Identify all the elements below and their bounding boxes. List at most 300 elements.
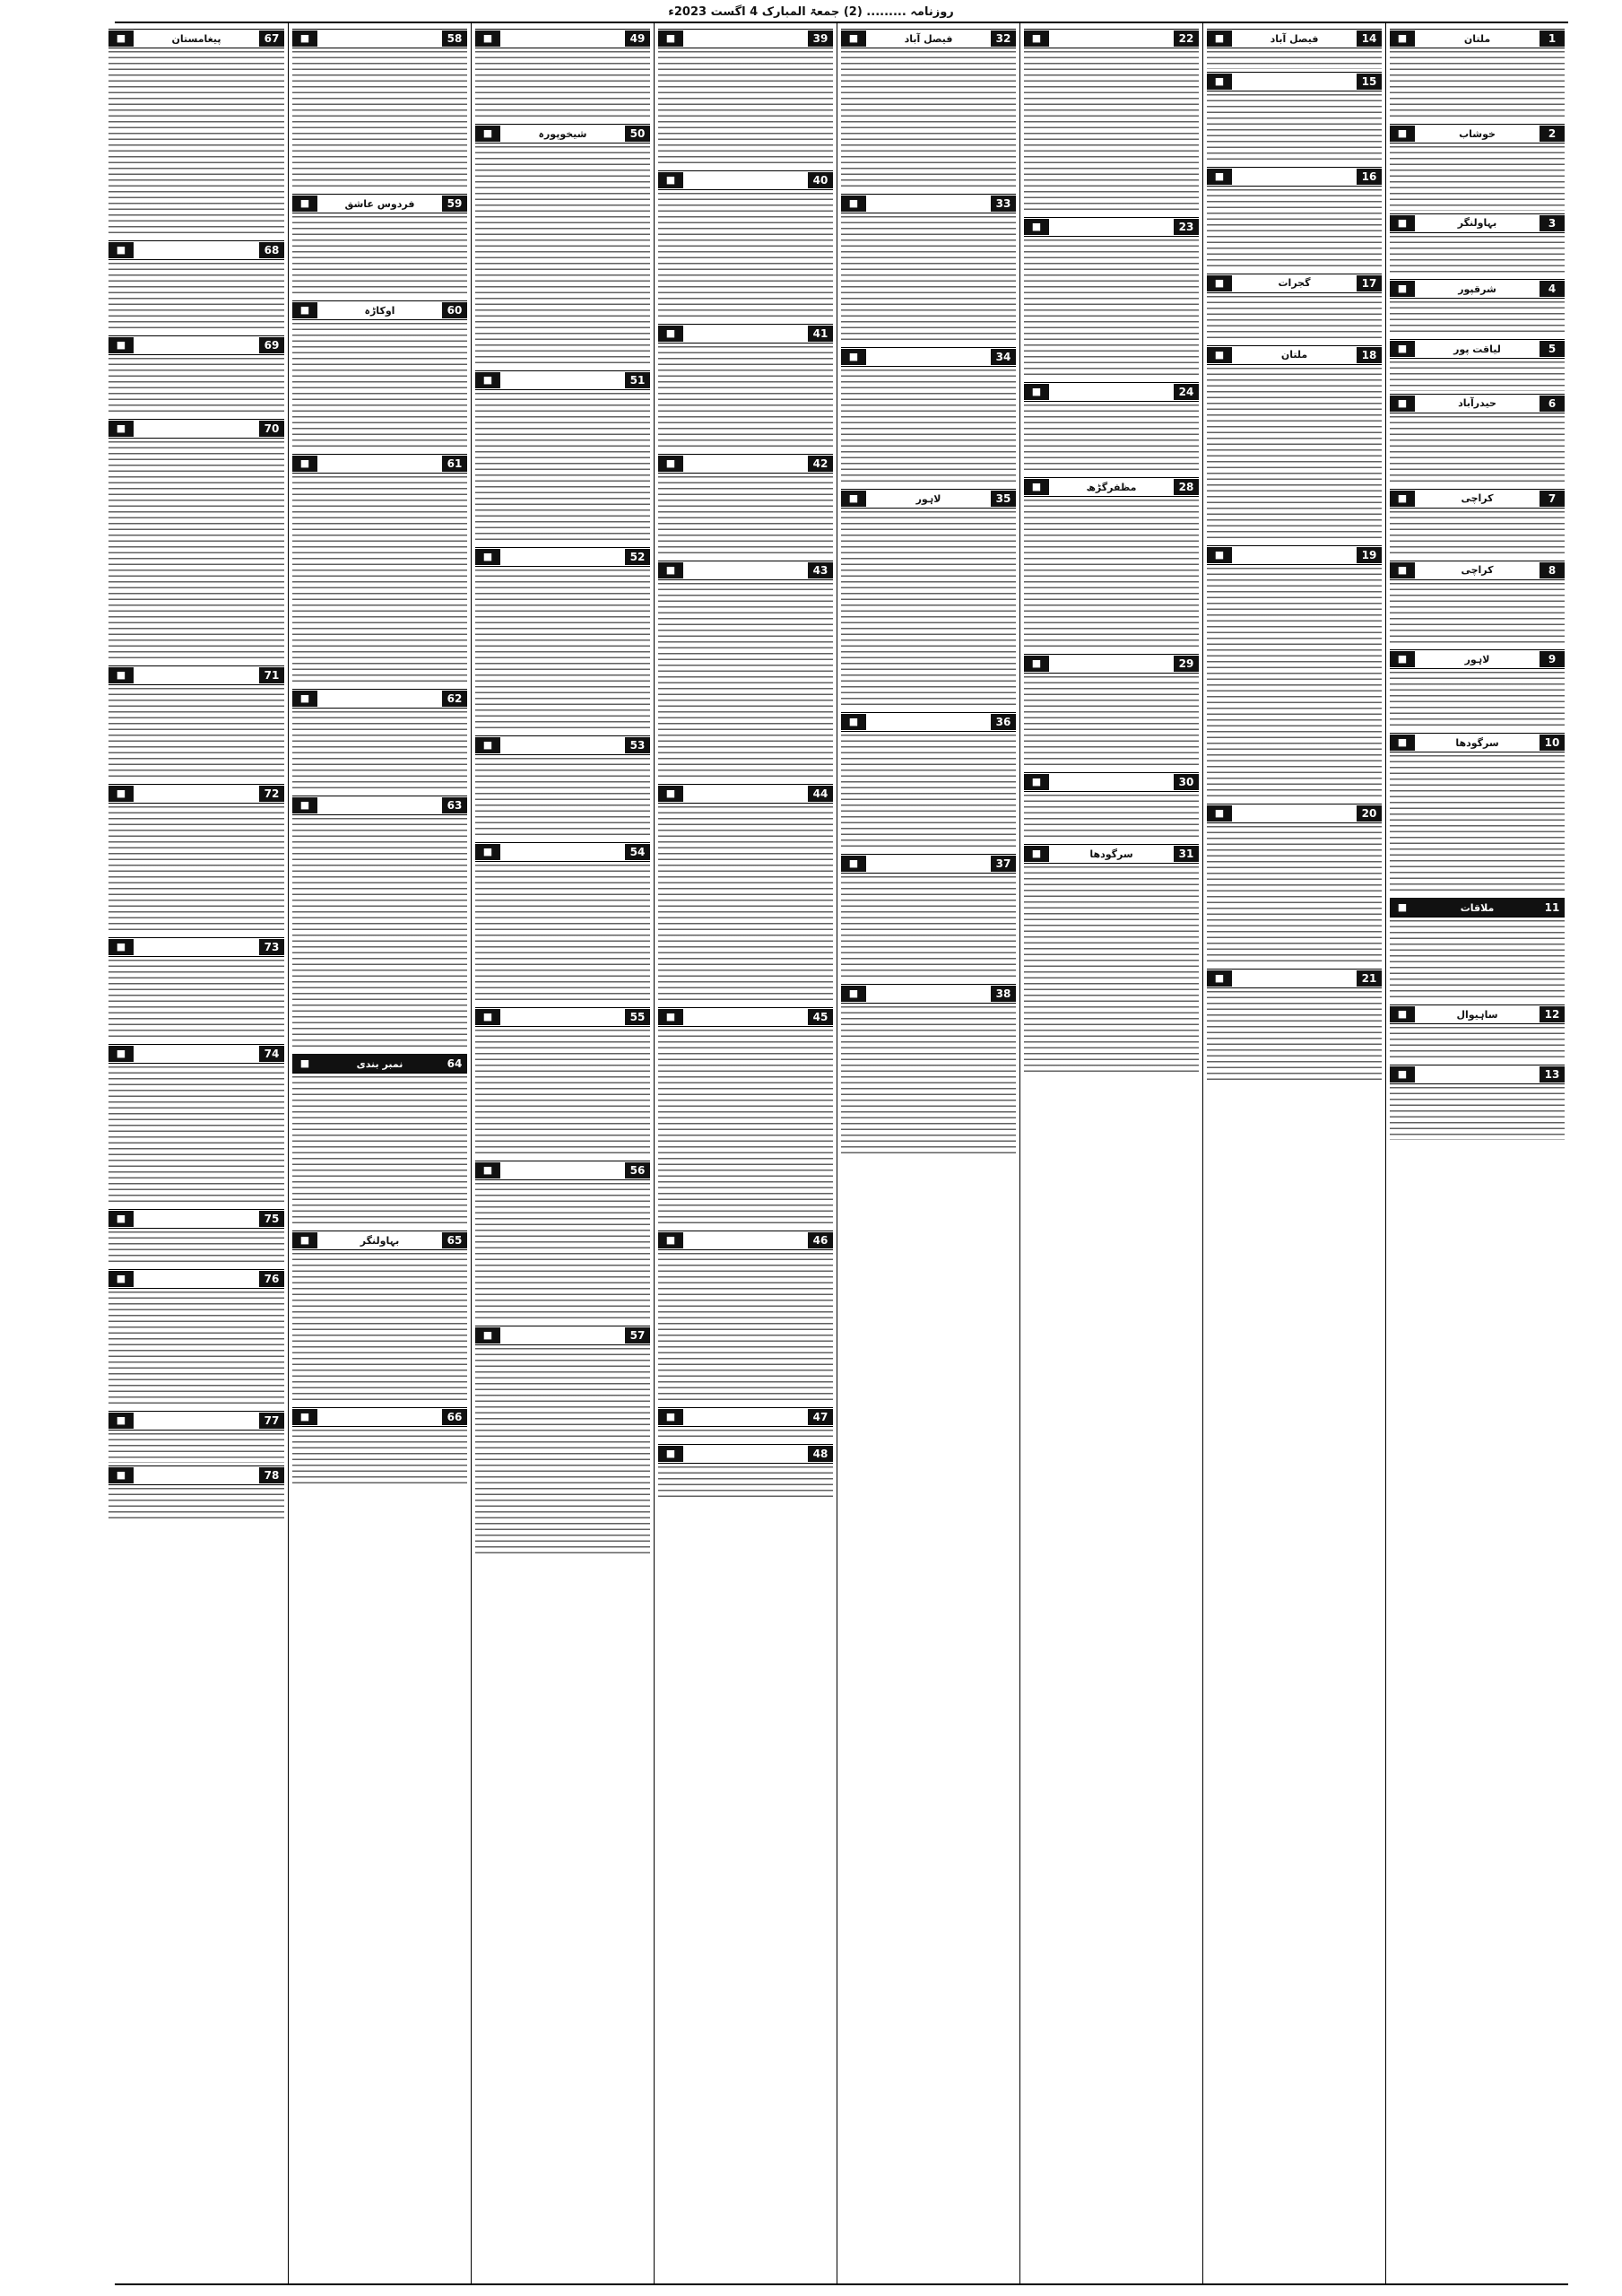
- news-item-header: [1024, 29, 1199, 48]
- news-item-body-text: [658, 476, 833, 558]
- news-item-header: [1207, 72, 1382, 91]
- newspaper-logo-icon: ■: [108, 1046, 134, 1062]
- news-item-number: 38: [991, 986, 1016, 1002]
- news-item-number: 65: [442, 1232, 467, 1248]
- news-item-body-text: [658, 1030, 833, 1228]
- news-item-header: [1390, 394, 1565, 413]
- news-item-number: 35: [991, 491, 1016, 507]
- news-item-keyword: اوکاڑہ: [364, 304, 395, 317]
- news-item-body-text: [108, 358, 284, 416]
- news-item-number: 13: [1540, 1066, 1565, 1083]
- news-item-body-text: [658, 1253, 833, 1405]
- page-column: [1385, 23, 1568, 2283]
- news-item-header: [108, 335, 284, 355]
- news-item-number: 22: [1174, 30, 1199, 47]
- news-item-header: [108, 665, 284, 685]
- news-item-body-text: [1390, 301, 1565, 336]
- news-item-number: 23: [1174, 219, 1199, 235]
- news-item-number: 43: [808, 562, 833, 578]
- news-item-header: [292, 1054, 467, 1074]
- newspaper-logo-icon: ■: [1207, 30, 1232, 47]
- news-item-keyword: کراچی: [1461, 492, 1494, 504]
- newspaper-logo-icon: ■: [108, 1211, 134, 1227]
- news-item-keyword: خوشاب: [1459, 127, 1496, 140]
- news-item-body-text: [1390, 1027, 1565, 1062]
- news-item-number: 5: [1540, 341, 1565, 357]
- news-item-body-text: [1207, 296, 1382, 343]
- news-item-body-text: [475, 1348, 650, 1558]
- news-item-header: [1024, 654, 1199, 674]
- news-item-body-text: [658, 806, 833, 1004]
- news-item: [475, 547, 650, 733]
- news-item: [1207, 345, 1382, 543]
- news-item-number: 28: [1174, 479, 1199, 495]
- news-item-body-text: [1207, 568, 1382, 801]
- newspaper-logo-icon: ■: [658, 172, 683, 188]
- news-item-number: 1: [1540, 30, 1565, 47]
- news-item: [1207, 969, 1382, 1084]
- news-item-body-text: [841, 735, 1016, 851]
- newspaper-logo-icon: ■: [108, 786, 134, 802]
- news-item-body-text: [108, 51, 284, 238]
- news-item-header: [292, 454, 467, 474]
- page-column: [837, 23, 1019, 2283]
- newspaper-logo-icon: ■: [475, 1162, 500, 1178]
- news-item-body-text: [292, 1076, 467, 1228]
- news-item-number: 42: [808, 456, 833, 472]
- newspaper-logo-icon: ■: [841, 986, 866, 1002]
- news-item-body-text: [292, 711, 467, 793]
- news-item: [1390, 339, 1565, 391]
- news-item: [658, 1444, 833, 1501]
- news-item: [1207, 72, 1382, 164]
- news-item-number: 7: [1540, 491, 1565, 507]
- news-item-body-text: [1207, 51, 1382, 69]
- newspaper-logo-icon: ■: [658, 1446, 683, 1462]
- news-item-keyword: لاہور: [915, 492, 941, 505]
- news-item: [658, 29, 833, 168]
- news-item-keyword: لاہور: [1464, 653, 1490, 665]
- news-item-header: [658, 784, 833, 804]
- news-item-body-text: [658, 193, 833, 321]
- news-item: [108, 665, 284, 781]
- news-item-keyword: فیصل آباد: [904, 32, 953, 45]
- newspaper-logo-icon: ■: [841, 349, 866, 365]
- news-item: [292, 1054, 467, 1228]
- news-item: [108, 1411, 284, 1463]
- news-item: [1207, 804, 1382, 966]
- newspaper-logo-icon: ■: [1390, 281, 1415, 297]
- newspaper-logo-icon: ■: [292, 1056, 317, 1072]
- news-item: [108, 29, 284, 238]
- news-item-body-text: [1024, 795, 1199, 841]
- news-item-body-text: [1024, 51, 1199, 214]
- news-item-body-text: [108, 1433, 284, 1463]
- news-item-header: [475, 1326, 650, 1345]
- newspaper-logo-icon: ■: [292, 1232, 317, 1248]
- news-item-body-text: [1024, 676, 1199, 770]
- news-item-number: 15: [1357, 74, 1382, 90]
- news-item-number: 29: [1174, 656, 1199, 672]
- news-item-number: 49: [625, 30, 650, 47]
- news-item: [658, 324, 833, 451]
- news-item-number: 57: [625, 1327, 650, 1344]
- news-item-body-text: [292, 476, 467, 686]
- news-item: [658, 1407, 833, 1441]
- newspaper-logo-icon: ■: [1207, 169, 1232, 185]
- news-item-body-text: [108, 1066, 284, 1206]
- newspaper-logo-icon: ■: [292, 456, 317, 472]
- news-item-keyword: بہاولنگر: [360, 1234, 400, 1247]
- news-item-keyword: لیاقت پور: [1453, 343, 1501, 355]
- news-item-number: 44: [808, 786, 833, 802]
- news-item-header: [841, 347, 1016, 367]
- news-item-header: [1390, 124, 1565, 144]
- news-item-number: 60: [442, 302, 467, 318]
- news-item-keyword: فردوس عاشق: [344, 197, 415, 210]
- newspaper-logo-icon: ■: [108, 337, 134, 353]
- news-item-header: [1207, 345, 1382, 365]
- news-item-header: [658, 324, 833, 344]
- newspaper-logo-icon: ■: [1207, 275, 1232, 291]
- news-item-body-text: [475, 146, 650, 368]
- news-item: [1207, 167, 1382, 271]
- news-item-number: 62: [442, 691, 467, 707]
- news-item-header: [292, 689, 467, 709]
- newspaper-logo-icon: ■: [475, 30, 500, 47]
- news-item-header: [658, 1007, 833, 1027]
- news-item-header: [1390, 213, 1565, 233]
- newspaper-logo-icon: ■: [841, 714, 866, 730]
- news-item-body-text: [658, 346, 833, 451]
- newspaper-logo-icon: ■: [475, 844, 500, 860]
- news-item: [658, 561, 833, 781]
- news-item-header: [658, 1231, 833, 1250]
- news-item-body-text: [1207, 368, 1382, 543]
- newspaper-logo-icon: ■: [841, 30, 866, 47]
- news-item: [475, 124, 650, 368]
- news-item-body-text: [658, 51, 833, 168]
- news-item-body-text: [1024, 404, 1199, 474]
- news-item-header: [841, 489, 1016, 509]
- page-column: [1202, 23, 1385, 2283]
- newspaper-logo-icon: ■: [108, 1413, 134, 1429]
- newspaper-logo-icon: ■: [658, 786, 683, 802]
- news-item: [841, 29, 1016, 191]
- news-item-header: [475, 29, 650, 48]
- news-item-body-text: [108, 1292, 284, 1408]
- news-item-number: 21: [1357, 970, 1382, 987]
- newspaper-logo-icon: ■: [1390, 1066, 1415, 1083]
- newspaper-logo-icon: ■: [1390, 491, 1415, 507]
- news-item-body-text: [292, 51, 467, 191]
- news-item-body-text: [658, 1430, 833, 1441]
- news-item-keyword: ملتان: [1280, 349, 1308, 361]
- news-item-header: [108, 1465, 284, 1485]
- news-item: [1390, 29, 1565, 121]
- news-item-number: 24: [1174, 384, 1199, 400]
- newspaper-logo-icon: ■: [1390, 900, 1415, 916]
- news-item-number: 46: [808, 1232, 833, 1248]
- newspaper-logo-icon: ■: [292, 196, 317, 212]
- news-item-keyword: مظفرگڑھ: [1086, 481, 1137, 493]
- news-item-number: 78: [259, 1467, 284, 1483]
- news-item-number: 19: [1357, 547, 1382, 563]
- news-item-body-text: [1207, 991, 1382, 1084]
- news-item: [1207, 545, 1382, 801]
- news-item: [292, 1407, 467, 1488]
- news-item-body-text: [108, 806, 284, 935]
- newspaper-logo-icon: ■: [1390, 1006, 1415, 1022]
- news-item-number: 39: [808, 30, 833, 47]
- newspaper-logo-icon: ■: [1024, 846, 1049, 862]
- news-item-body-text: [1390, 511, 1565, 558]
- news-item: [841, 194, 1016, 344]
- news-item-body-text: [475, 1183, 650, 1323]
- news-item-header: [1390, 1004, 1565, 1024]
- news-item-header: [108, 1044, 284, 1064]
- news-item-keyword: پیغامستان: [171, 32, 221, 45]
- news-item-body-text: [475, 1030, 650, 1158]
- news-item: [108, 1209, 284, 1266]
- news-item: [292, 194, 467, 298]
- news-item-header: [1390, 1065, 1565, 1084]
- page-masthead: روزنامہ ......... (2) جمعۃ المبارک 4 اگست 2023ء: [668, 5, 954, 19]
- newspaper-logo-icon: ■: [475, 372, 500, 388]
- news-item-body-text: [841, 876, 1016, 981]
- newspaper-logo-icon: ■: [108, 30, 134, 47]
- page-column: [105, 23, 288, 2283]
- newspaper-logo-icon: ■: [658, 1409, 683, 1425]
- news-item: [1390, 279, 1565, 336]
- newspaper-logo-icon: ■: [1390, 30, 1415, 47]
- newspaper-logo-icon: ■: [1390, 396, 1415, 412]
- news-item-body-text: [658, 1466, 833, 1501]
- news-item-number: 33: [991, 196, 1016, 212]
- news-item-body-text: [841, 370, 1016, 486]
- news-item-header: [108, 1269, 284, 1289]
- news-item-header: [1390, 898, 1565, 918]
- news-item: [1390, 1065, 1565, 1140]
- newspaper-logo-icon: ■: [292, 302, 317, 318]
- news-item-number: 64: [442, 1056, 467, 1072]
- news-item-number: 52: [625, 549, 650, 565]
- news-item-body-text: [108, 1231, 284, 1266]
- news-item-number: 20: [1357, 805, 1382, 822]
- newspaper-logo-icon: ■: [292, 30, 317, 47]
- news-item: [292, 1231, 467, 1405]
- news-item-body-text: [475, 51, 650, 121]
- newspaper-logo-icon: ■: [658, 30, 683, 47]
- news-item-number: 6: [1540, 396, 1565, 412]
- news-item-header: [841, 194, 1016, 213]
- news-item-body-text: [1207, 94, 1382, 164]
- news-item: [841, 712, 1016, 851]
- news-item-number: 61: [442, 456, 467, 472]
- news-item-keyword: ملاقات: [1460, 901, 1495, 914]
- news-item: [1207, 274, 1382, 343]
- newspaper-logo-icon: ■: [1207, 347, 1232, 363]
- news-item: [1390, 733, 1565, 895]
- news-item: [841, 347, 1016, 486]
- news-item-header: [658, 1407, 833, 1427]
- news-item-header: [292, 29, 467, 48]
- newspaper-logo-icon: ■: [108, 421, 134, 437]
- newspaper-logo-icon: ■: [1024, 479, 1049, 495]
- news-item-body-text: [108, 1488, 284, 1523]
- news-item-body-text: [292, 1430, 467, 1488]
- news-item: [108, 419, 284, 663]
- newspaper-logo-icon: ■: [1390, 215, 1415, 231]
- news-item: [1207, 29, 1382, 69]
- newspaper-logo-icon: ■: [475, 1009, 500, 1025]
- newspaper-logo-icon: ■: [475, 126, 500, 142]
- news-item-header: [1024, 382, 1199, 402]
- news-item-body-text: [841, 216, 1016, 344]
- news-item-number: 73: [259, 939, 284, 955]
- news-item-body-text: [1207, 826, 1382, 966]
- newspaper-logo-icon: ■: [1207, 74, 1232, 90]
- news-item-body-text: [1024, 500, 1199, 651]
- news-item-number: 11: [1540, 900, 1565, 916]
- news-item-body-text: [108, 688, 284, 781]
- news-item: [658, 454, 833, 558]
- newspaper-logo-icon: ■: [1024, 774, 1049, 790]
- news-item-body-text: [1024, 239, 1199, 379]
- news-item: [1024, 844, 1199, 1076]
- news-item-keyword: شیخوپورہ: [538, 127, 587, 140]
- newspaper-logo-icon: ■: [1024, 219, 1049, 235]
- news-item: [292, 796, 467, 1051]
- news-item-body-text: [292, 818, 467, 1051]
- news-item-header: [475, 370, 650, 390]
- news-item-header: [1207, 29, 1382, 48]
- news-item: [292, 29, 467, 191]
- news-item: [108, 1269, 284, 1408]
- news-item-keyword: گجرات: [1278, 277, 1311, 289]
- news-item-body-text: [841, 51, 1016, 191]
- news-item-number: 68: [259, 242, 284, 258]
- newspaper-logo-icon: ■: [1390, 735, 1415, 751]
- news-item-number: 17: [1357, 275, 1382, 291]
- news-item-header: [1390, 489, 1565, 509]
- news-item-header: [292, 300, 467, 320]
- newspaper-logo-icon: ■: [841, 856, 866, 872]
- news-item-body-text: [292, 1253, 467, 1405]
- news-item: [475, 29, 650, 121]
- news-item-number: 4: [1540, 281, 1565, 297]
- newspaper-logo-icon: ■: [1024, 30, 1049, 47]
- news-item-keyword: کراچی: [1461, 564, 1494, 576]
- newspaper-logo-icon: ■: [108, 242, 134, 258]
- news-item-header: [292, 194, 467, 213]
- news-item-header: [658, 561, 833, 580]
- news-item: [841, 489, 1016, 709]
- news-item-number: 12: [1540, 1006, 1565, 1022]
- news-item-number: 51: [625, 372, 650, 388]
- newspaper-logo-icon: ■: [658, 562, 683, 578]
- newspaper-logo-icon: ■: [108, 939, 134, 955]
- news-item-header: [1207, 545, 1382, 565]
- news-item-header: [1390, 339, 1565, 359]
- news-item: [1390, 394, 1565, 486]
- news-item-header: [108, 419, 284, 439]
- news-item-body-text: [841, 511, 1016, 709]
- news-item-header: [475, 842, 650, 862]
- news-item-number: 58: [442, 30, 467, 47]
- news-item-header: [658, 29, 833, 48]
- news-item-header: [658, 1444, 833, 1464]
- newspaper-logo-icon: ■: [841, 196, 866, 212]
- news-item-header: [475, 1007, 650, 1027]
- news-item-body-text: [292, 216, 467, 298]
- news-item-header: [1390, 733, 1565, 752]
- news-item-body-text: [475, 758, 650, 839]
- news-item-body-text: [1390, 755, 1565, 895]
- news-item-number: 37: [991, 856, 1016, 872]
- news-item-keyword: ملتان: [1463, 32, 1491, 45]
- news-item-number: 9: [1540, 651, 1565, 667]
- news-item-number: 67: [259, 30, 284, 47]
- news-item-keyword: بہاولنگر: [1457, 217, 1497, 229]
- news-item-number: 40: [808, 172, 833, 188]
- newspaper-logo-icon: ■: [108, 667, 134, 683]
- news-item-header: [1390, 29, 1565, 48]
- news-item-body-text: [475, 393, 650, 544]
- news-item-number: 70: [259, 421, 284, 437]
- news-item-header: [1390, 561, 1565, 580]
- news-item: [108, 335, 284, 416]
- news-item-body-text: [108, 263, 284, 333]
- news-item: [1390, 213, 1565, 277]
- news-item-number: 74: [259, 1046, 284, 1062]
- news-item-header: [475, 547, 650, 567]
- news-item-number: 18: [1357, 347, 1382, 363]
- news-item: [1024, 29, 1199, 214]
- newspaper-logo-icon: ■: [841, 491, 866, 507]
- news-item: [108, 784, 284, 935]
- news-item: [292, 689, 467, 793]
- news-item-number: 53: [625, 737, 650, 753]
- news-item-body-text: [1390, 146, 1565, 211]
- newspaper-logo-icon: ■: [1207, 970, 1232, 987]
- newspaper-logo-icon: ■: [1207, 805, 1232, 822]
- news-item-number: 56: [625, 1162, 650, 1178]
- newspaper-logo-icon: ■: [108, 1467, 134, 1483]
- news-item-body-text: [841, 1006, 1016, 1158]
- news-item: [1024, 217, 1199, 379]
- news-item-number: 31: [1174, 846, 1199, 862]
- news-item-number: 55: [625, 1009, 650, 1025]
- news-item-body-text: [108, 960, 284, 1041]
- news-item: [1390, 649, 1565, 730]
- news-item: [108, 1465, 284, 1523]
- newspaper-logo-icon: ■: [292, 691, 317, 707]
- news-item-number: 30: [1174, 774, 1199, 790]
- newspaper-logo-icon: ■: [658, 1009, 683, 1025]
- newspaper-logo-icon: ■: [475, 737, 500, 753]
- news-item-keyword: ساہیوال: [1456, 1008, 1498, 1021]
- news-item: [292, 454, 467, 686]
- news-item-number: 54: [625, 844, 650, 860]
- news-item-header: [1024, 217, 1199, 237]
- news-item-number: 59: [442, 196, 467, 212]
- news-item: [108, 240, 284, 333]
- news-item-header: [475, 735, 650, 755]
- news-item: [292, 300, 467, 451]
- news-item-keyword: شرقپور: [1458, 283, 1496, 295]
- news-item-number: 72: [259, 786, 284, 802]
